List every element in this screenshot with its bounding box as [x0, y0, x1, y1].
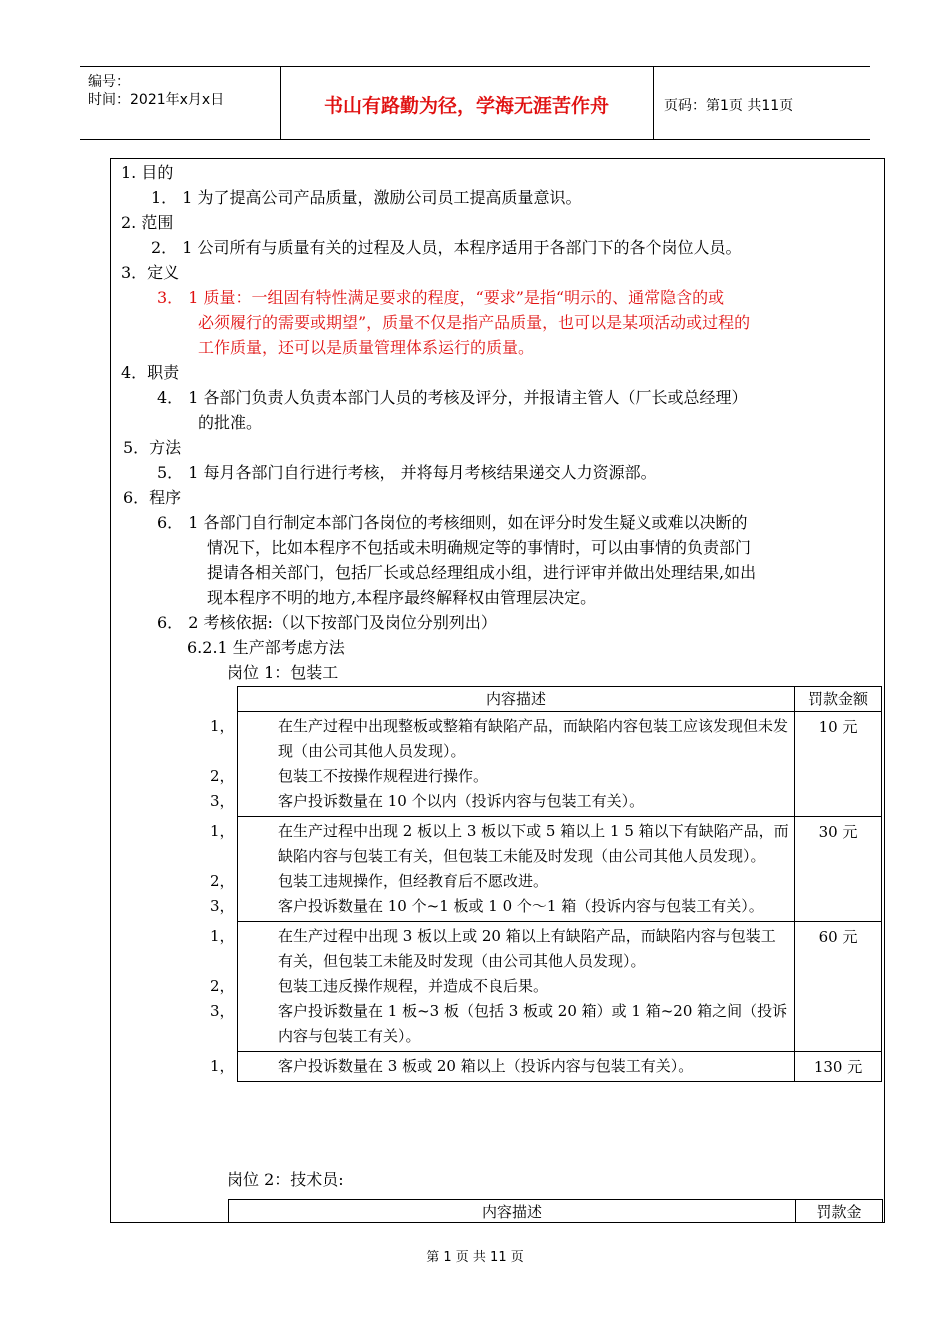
penalty-condition [210, 819, 790, 869]
post-heading: 岗位 1：包装工 [227, 663, 339, 682]
definition-line: 必须履行的需要或期望”，质量不仅是指产品质量，也可以是某项活动或过程的 [198, 313, 751, 332]
condition-number: 1， [210, 927, 235, 945]
section-item: 6． 1 各部门自行制定本部门各岗位的考核细则，如在评分时发生疑义或难以决断的 [157, 513, 748, 532]
section-item: 5． 1 每月各部门自行进行考核， 并将每月考核结果递交人力资源部。 [157, 463, 657, 482]
description-cell [210, 712, 795, 817]
penalty-condition [210, 714, 790, 764]
penalty-condition [210, 894, 790, 919]
condition-text: 包装工不按操作规程进行操作。 [278, 767, 489, 785]
condition-number: 3， [210, 897, 235, 915]
document-time-label: 时间：2021年x月x日 [88, 92, 225, 108]
condition-text: 包装工违反操作规程，并造成不良后果。 [278, 977, 549, 995]
condition-number: 3， [210, 1002, 235, 1020]
section-heading: 6．程序 [123, 488, 182, 507]
penalty-amount: 30 元 [795, 817, 882, 922]
section-item: 情况下，比如本程序不包括或未明确规定等的事情时，可以由事情的负责部门 [207, 538, 752, 557]
column-header-amount: 罚款金 [796, 1200, 883, 1224]
penalty-amount: 60 元 [795, 922, 882, 1052]
section-heading: 1. 目的 [121, 163, 174, 182]
header-motto: 书山有路勤为径，学海无涯苦作舟 [323, 95, 609, 117]
penalty-condition [210, 999, 790, 1049]
table-row [238, 817, 882, 922]
penalty-condition [210, 1054, 790, 1079]
table-row [238, 922, 882, 1052]
column-header-amount: 罚款金额 [795, 687, 882, 712]
penalty-amount: 130 元 [795, 1052, 882, 1082]
section-item: 的批准。 [198, 413, 263, 432]
condition-text: 在生产过程中出现整板或整箱有缺陷产品，而缺陷内容包装工应该发现但未发现（由公司其他人员发现）。 [278, 717, 789, 760]
condition-text: 在生产过程中出现 3 板以上或 20 箱以上有缺陷产品，而缺陷内容与包装工有关，但包装工未能及时发现（由公司其他人员发现）。 [278, 927, 776, 970]
condition-text: 客户投诉数量在 3 板或 20 箱以上（投诉内容与包装工有关）。 [278, 1057, 694, 1075]
section-heading: 5．方法 [123, 438, 182, 457]
penalty-condition [210, 974, 790, 999]
table-row [238, 712, 882, 817]
subsection-heading: 6.2.1 生产部考虑方法 [187, 638, 345, 657]
condition-number: 1， [210, 1057, 235, 1075]
section-item: 现本程序不明的地方,本程序最终解释权由管理层决定。 [207, 588, 597, 607]
penalty-condition [210, 789, 790, 814]
penalty-amount: 10 元 [795, 712, 882, 817]
page-header [80, 66, 870, 140]
section-heading: 2. 范围 [121, 213, 174, 232]
condition-number: 2， [210, 977, 235, 995]
definition-line: 工作质量，还可以是质量管理体系运行的质量。 [198, 338, 535, 357]
page-footer: 第 1 页 共 11 页 [426, 1250, 524, 1265]
condition-number: 1， [210, 717, 235, 735]
column-header-description: 内容描述 [238, 687, 795, 712]
definition-line: 3． 1 质量：一组固有特性满足要求的程度，“要求”是指“明示的、通常隐含的或 [157, 288, 725, 307]
penalty-table-technician [228, 1199, 883, 1223]
condition-text: 客户投诉数量在 10 个以内（投诉内容与包装工有关）。 [278, 792, 645, 810]
penalty-condition [210, 764, 790, 789]
header-meta [88, 73, 224, 109]
condition-number: 1， [210, 822, 235, 840]
section-heading: 4．职责 [121, 363, 180, 382]
section-heading: 3．定义 [121, 263, 180, 282]
description-cell [210, 922, 795, 1052]
condition-text: 客户投诉数量在 1 板~3 板（包括 3 板或 20 箱）或 1 箱~20 箱之间（投诉内容与包装工有关）。 [278, 1002, 788, 1045]
column-header-description: 内容描述 [229, 1200, 796, 1224]
condition-number: 3， [210, 792, 235, 810]
section-item: 2． 1 公司所有与质量有关的过程及人员，本程序适用于各部门下的各个岗位人员。 [151, 238, 742, 257]
header-page-info: 页码：第1页 共11页 [664, 98, 794, 114]
condition-number: 2， [210, 872, 235, 890]
section-item: 1． 1 为了提高公司产品质量，激励公司员工提高质量意识。 [151, 188, 582, 207]
condition-text: 在生产过程中出现 2 板以上 3 板以下或 5 箱以上 1 5 箱以下有缺陷产品，而缺陷内容与包装工有关，但包装工未能及时发现（由公司其他人员发现）。 [278, 822, 789, 865]
condition-text: 包装工违规操作，但经教育后不愿改进。 [278, 872, 549, 890]
condition-number: 2， [210, 767, 235, 785]
description-cell [210, 817, 795, 922]
header-divider [653, 67, 654, 139]
section-item: 4． 1 各部门负责人负责本部门人员的考核及评分，并报请主管人（厂长或总经理） [157, 388, 748, 407]
document-number-label: 编号： [88, 74, 130, 90]
penalty-condition [210, 924, 790, 974]
penalty-condition [210, 869, 790, 894]
table-row [238, 1052, 882, 1082]
document-body [110, 158, 885, 1223]
section-item: 提请各相关部门，包括厂长或总经理组成小组，进行评审并做出处理结果,如出 [207, 563, 757, 582]
penalty-table-packer [210, 686, 882, 1082]
condition-text: 客户投诉数量在 10 个~1 板或 1 0 个～1 箱（投诉内容与包装工有关）。 [278, 897, 764, 915]
post-heading: 岗位 2：技术员: [227, 1170, 344, 1189]
description-cell [210, 1052, 795, 1082]
section-item: 6． 2 考核依据:（以下按部门及岗位分别列出） [157, 613, 497, 632]
